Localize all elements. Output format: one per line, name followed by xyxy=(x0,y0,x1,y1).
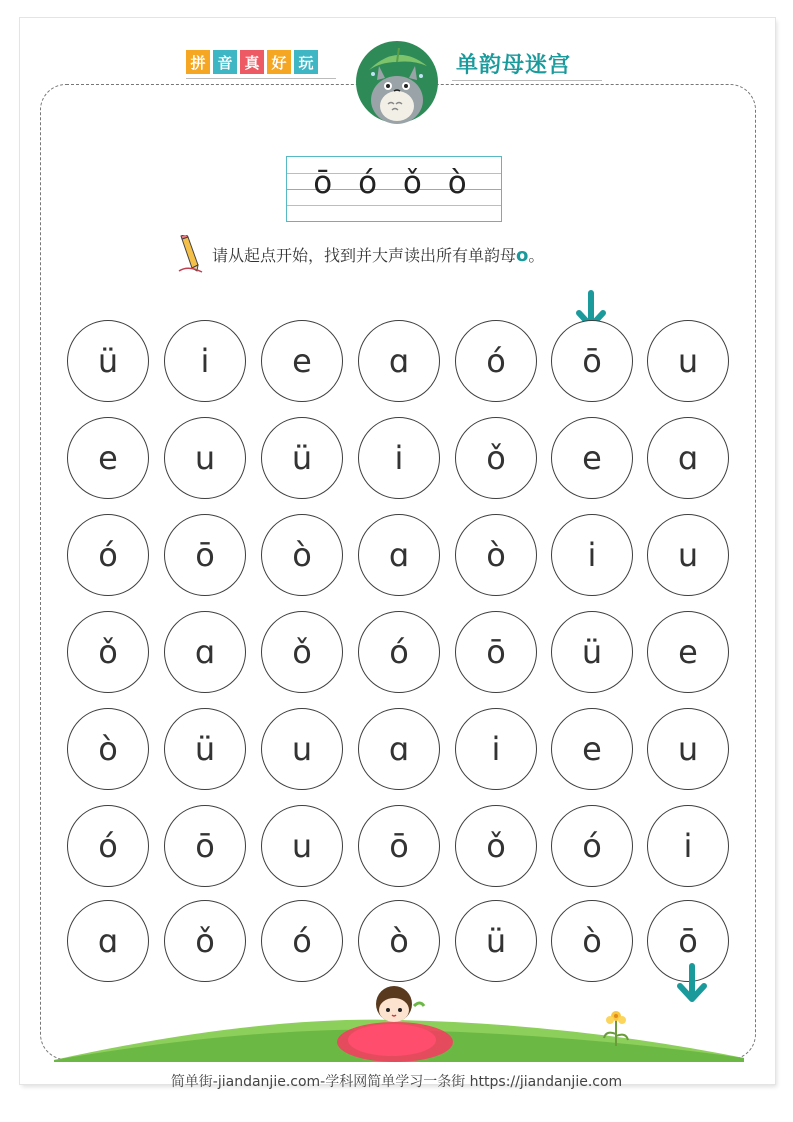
maze-cell[interactable]: i xyxy=(455,708,537,790)
maze-cell[interactable]: ō xyxy=(358,805,440,887)
maze-cell[interactable]: ó xyxy=(67,514,149,596)
maze-cell[interactable]: ó xyxy=(358,611,440,693)
maze-cell[interactable]: ō xyxy=(647,900,729,982)
maze-cell[interactable]: u xyxy=(647,514,729,596)
maze-cell[interactable]: ɑ xyxy=(164,611,246,693)
maze-cell[interactable]: e xyxy=(647,611,729,693)
maze-cell[interactable]: ǒ xyxy=(455,417,537,499)
maze-cell[interactable]: ò xyxy=(261,514,343,596)
maze-cell[interactable]: e xyxy=(551,417,633,499)
maze-cell[interactable]: u xyxy=(261,805,343,887)
maze-cell[interactable]: ò xyxy=(455,514,537,596)
flower-decoration xyxy=(600,1006,632,1050)
footer-text: 简单街-jiandanjie.com-学科网简单学习一条街 https://jiandanjie.com xyxy=(170,1074,623,1090)
maze-cell[interactable]: i xyxy=(551,514,633,596)
maze-cell[interactable]: ó xyxy=(67,805,149,887)
maze-cell[interactable]: ɑ xyxy=(67,900,149,982)
maze-cell[interactable]: ɑ xyxy=(358,514,440,596)
maze-cell[interactable]: u xyxy=(647,320,729,402)
maze-cell[interactable]: ǒ xyxy=(67,611,149,693)
pinyin-tones: ō ó ǒ ò xyxy=(313,165,475,201)
maze-cell[interactable]: ü xyxy=(67,320,149,402)
maze-cell[interactable]: ü xyxy=(551,611,633,693)
page-title: 单韵母迷宫 xyxy=(456,53,572,78)
instruction-highlight: o xyxy=(516,244,529,266)
maze-cell[interactable]: u xyxy=(261,708,343,790)
maze-cell[interactable]: ó xyxy=(455,320,537,402)
maze-cell[interactable]: i xyxy=(164,320,246,402)
maze-cell[interactable]: ǒ xyxy=(261,611,343,693)
maze-cell[interactable]: ǒ xyxy=(455,805,537,887)
maze-cell[interactable]: e xyxy=(551,708,633,790)
maze-cell[interactable]: i xyxy=(647,805,729,887)
maze-cell[interactable]: ɑ xyxy=(358,320,440,402)
maze-cell[interactable]: ò xyxy=(551,900,633,982)
maze-cell[interactable]: e xyxy=(261,320,343,402)
maze-cell[interactable]: ü xyxy=(455,900,537,982)
badge-wan: 玩 xyxy=(294,50,318,74)
badge-hao: 好 xyxy=(267,50,291,74)
maze-cell[interactable]: ō xyxy=(164,805,246,887)
maze-cell[interactable]: ō xyxy=(551,320,633,402)
instruction-text: 请从起点开始，找到并大声读出所有单韵母o。 xyxy=(212,244,545,266)
maze-cell[interactable]: ó xyxy=(551,805,633,887)
maze-cell[interactable]: ü xyxy=(261,417,343,499)
maze-cell[interactable]: ò xyxy=(358,900,440,982)
badge-pin: 拼 xyxy=(186,50,210,74)
maze-cell[interactable]: ǒ xyxy=(164,900,246,982)
maze-cell[interactable]: ò xyxy=(67,708,149,790)
maze-cell[interactable]: u xyxy=(647,708,729,790)
maze-cell[interactable]: ó xyxy=(261,900,343,982)
maze-cell[interactable]: u xyxy=(164,417,246,499)
maze-cell[interactable]: ɑ xyxy=(647,417,729,499)
maze-cell[interactable]: ō xyxy=(164,514,246,596)
badge-yin: 音 xyxy=(213,50,237,74)
end-arrow-icon xyxy=(672,962,712,1006)
maze-cell[interactable]: ɑ xyxy=(358,708,440,790)
maze-cell[interactable]: e xyxy=(67,417,149,499)
kid-illustration xyxy=(330,982,460,1062)
maze-cell[interactable]: ō xyxy=(455,611,537,693)
maze-cell[interactable]: ü xyxy=(164,708,246,790)
badge-zhen: 真 xyxy=(240,50,264,74)
maze-cell[interactable]: i xyxy=(358,417,440,499)
